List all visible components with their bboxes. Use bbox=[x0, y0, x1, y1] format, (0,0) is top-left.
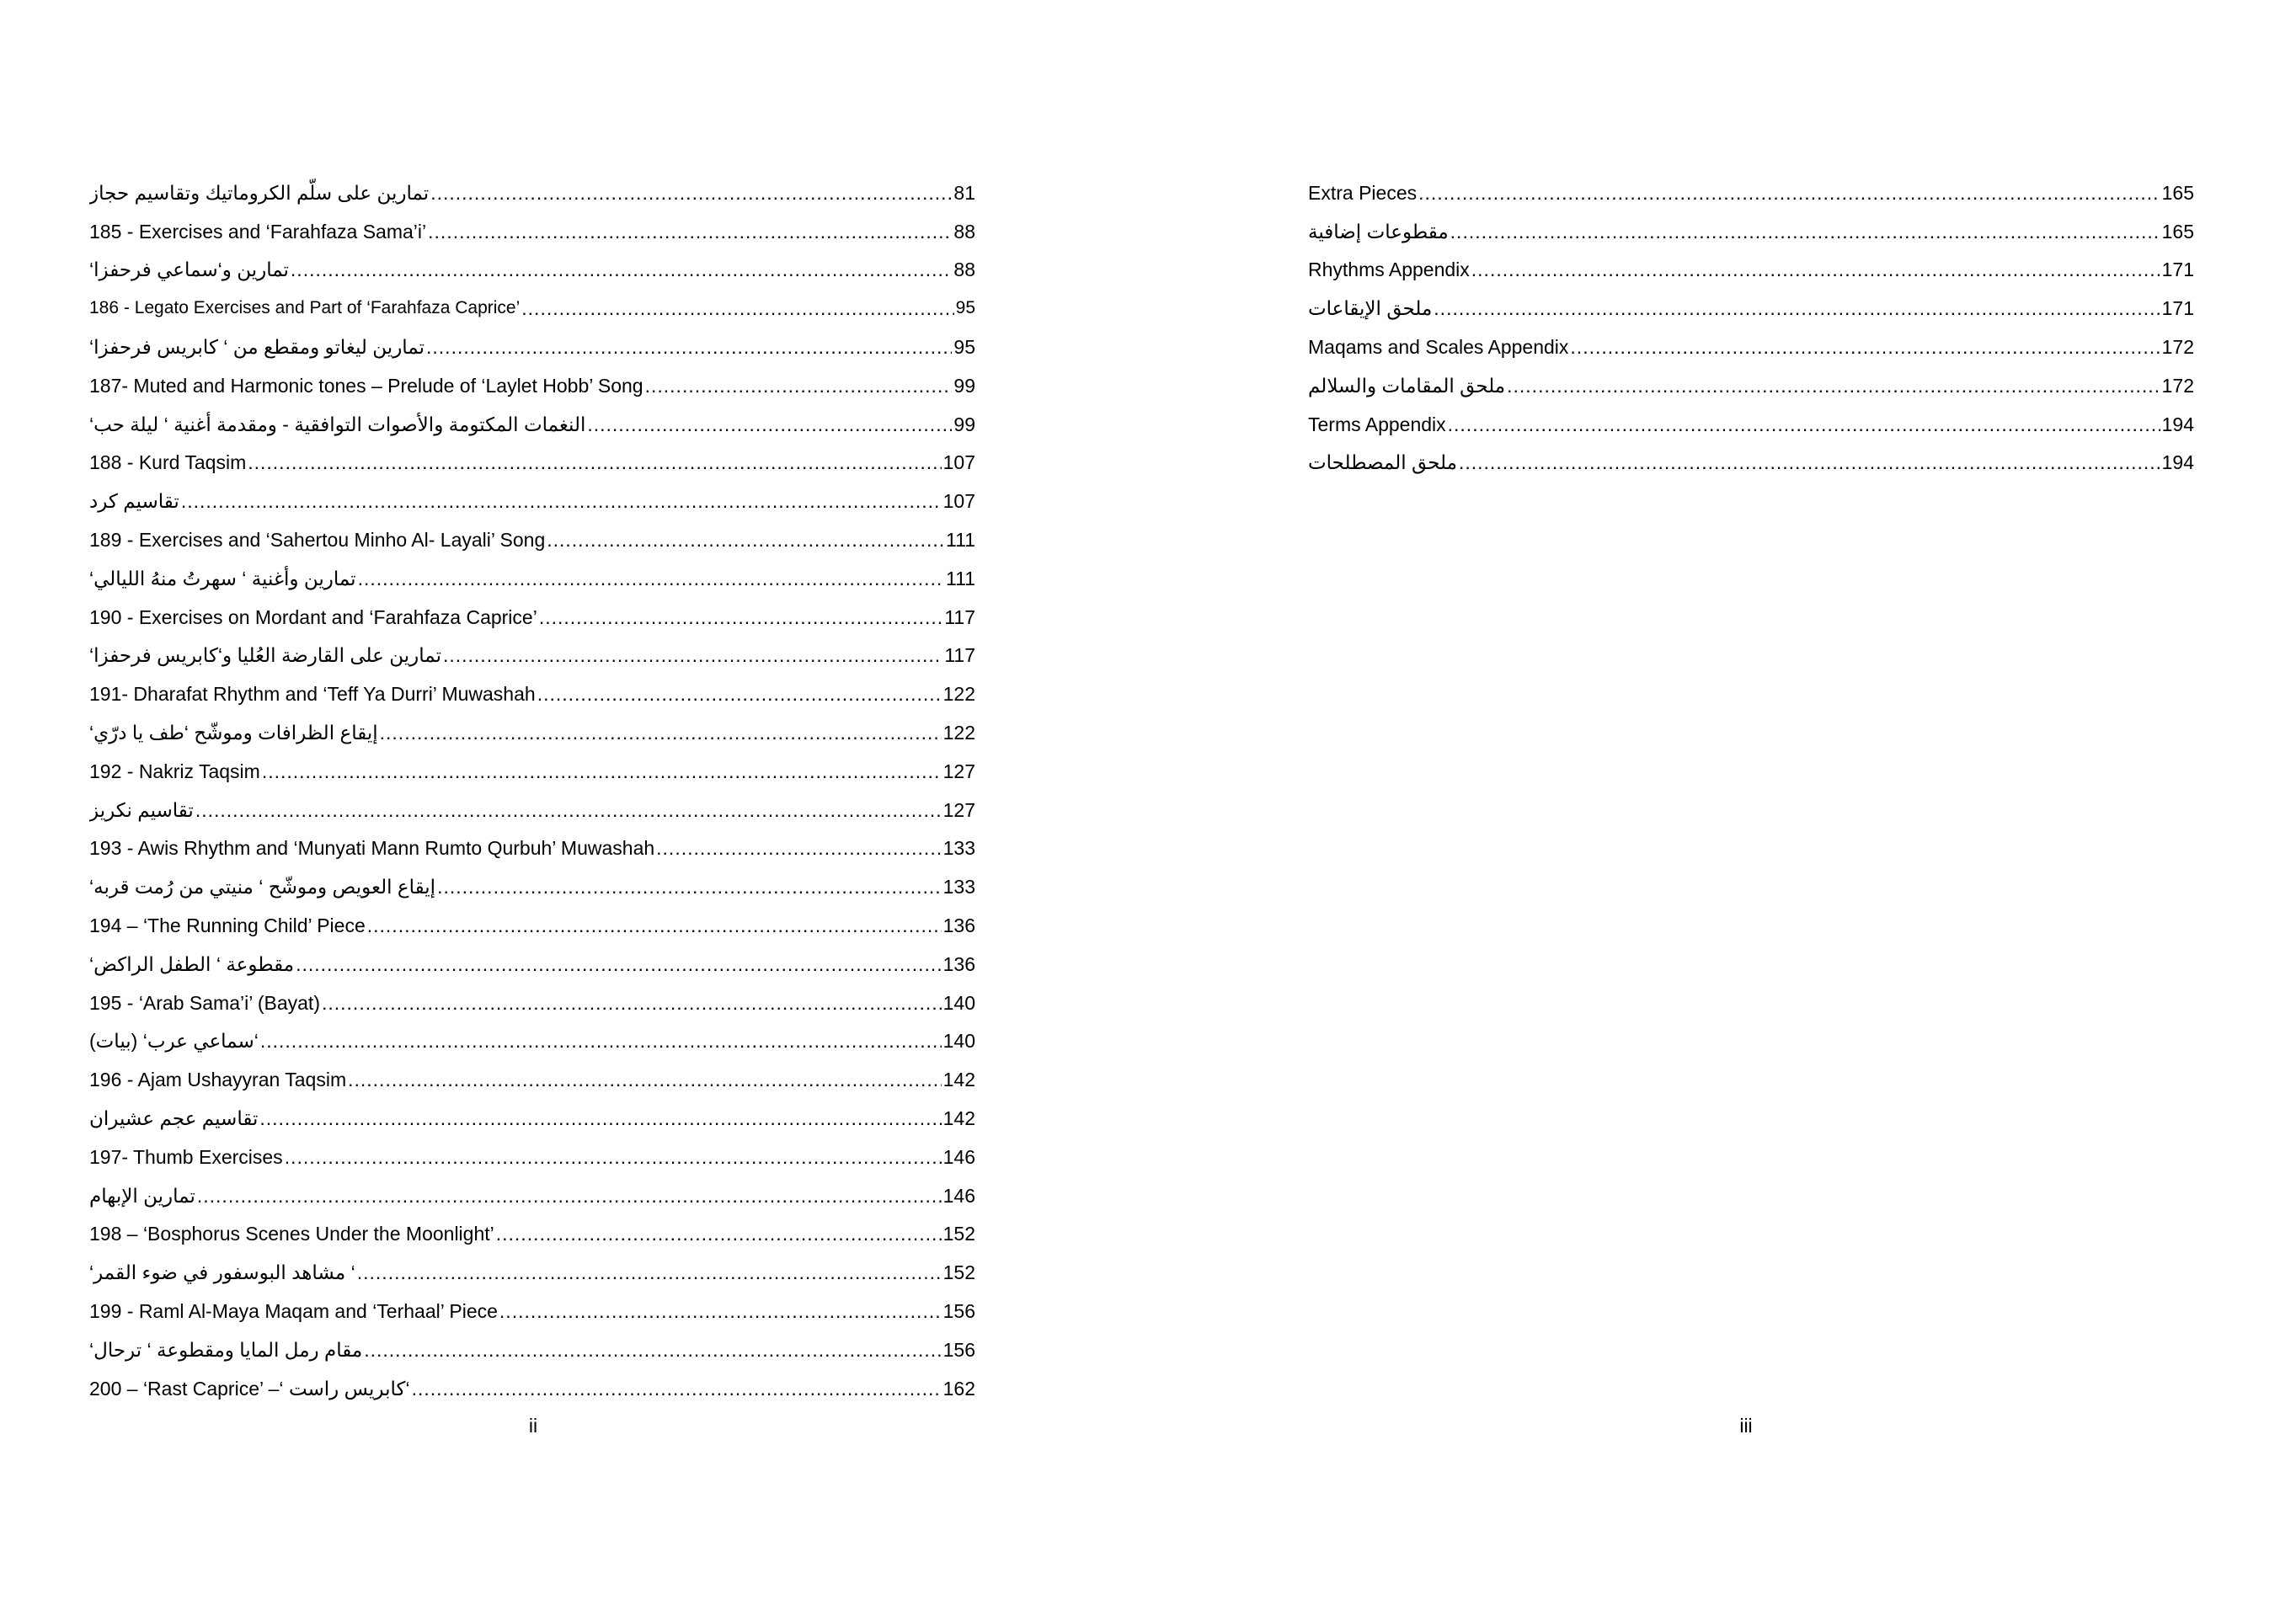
toc-entry[interactable] bbox=[89, 1092, 975, 1131]
toc-entry-page-number: 88 bbox=[953, 220, 975, 243]
toc-entry-page-number: 107 bbox=[942, 490, 975, 513]
toc-entry-title: تمارين ليغاتو ومقطع من ‘ كابريس فرحفزا‘ bbox=[89, 335, 425, 358]
toc-entry-title: مقطوعة ‘ الطفل الراكض‘ bbox=[89, 952, 295, 975]
toc-entry[interactable] bbox=[89, 1362, 975, 1401]
toc-entry[interactable] bbox=[89, 1324, 975, 1362]
toc-entry-title: ملحق المصطلحات bbox=[1308, 451, 1457, 474]
toc-entry[interactable] bbox=[89, 1285, 975, 1324]
toc-entry-title: تمارين على سلّم الكروماتيك وتقاسيم حجاز bbox=[89, 181, 430, 204]
toc-entry[interactable] bbox=[89, 861, 975, 899]
toc-entry-page-number: 122 bbox=[942, 683, 975, 706]
toc-entry-page-number: 142 bbox=[942, 1106, 975, 1129]
dot-leader bbox=[547, 527, 944, 552]
toc-entry-page-number: 133 bbox=[942, 837, 975, 860]
toc-entry-title: ملحق الإيقاعات bbox=[1308, 297, 1433, 320]
toc-entry-title: تمارين وأغنية ‘ سهرتُ منهُ الليالي‘ bbox=[89, 567, 356, 589]
toc-entry[interactable] bbox=[89, 514, 975, 552]
toc-entry[interactable] bbox=[89, 398, 975, 437]
toc-entry-title: 194 – ‘The Running Child’ Piece bbox=[89, 914, 366, 936]
toc-entry[interactable] bbox=[89, 205, 975, 244]
page-number-left: ii bbox=[528, 1415, 538, 1437]
dot-leader bbox=[1434, 296, 2160, 321]
toc-entry[interactable] bbox=[89, 475, 975, 514]
toc-entry[interactable] bbox=[1308, 282, 2194, 321]
dot-leader bbox=[296, 952, 942, 977]
toc-entry-title: 197- Thumb Exercises bbox=[89, 1145, 283, 1168]
toc-entry-page-number: 194 bbox=[2161, 413, 2194, 435]
toc-entry-page-number: 95 bbox=[955, 298, 975, 318]
dot-leader bbox=[291, 257, 952, 282]
table-of-contents-left bbox=[89, 167, 975, 1401]
dot-leader bbox=[1448, 412, 2160, 437]
toc-entry-title: 191- Dharafat Rhythm and ‘Teff Ya Durri’ Muwashah bbox=[89, 683, 536, 706]
toc-entry-title: إيقاع الظرافات وموشّح ‘طف يا درّي‘ bbox=[89, 721, 378, 744]
toc-entry[interactable] bbox=[89, 591, 975, 630]
toc-entry-title: Maqams and Scales Appendix bbox=[1308, 335, 1569, 358]
dot-leader bbox=[539, 605, 943, 630]
toc-entry-page-number: 117 bbox=[944, 644, 975, 667]
toc-entry-title: النغمات المكتومة والأصوات التوافقية - ومقدمة أغنية ‘ ليلة حب‘ bbox=[89, 413, 586, 435]
toc-entry-page-number: 142 bbox=[942, 1069, 975, 1091]
dot-leader bbox=[1418, 180, 2160, 205]
dot-leader bbox=[322, 990, 942, 1016]
toc-entry-title: تقاسيم عجم عشيران bbox=[89, 1106, 259, 1129]
toc-entry-page-number: 171 bbox=[2161, 297, 2194, 320]
toc-entry[interactable] bbox=[89, 899, 975, 938]
toc-entry-page-number: 117 bbox=[944, 605, 975, 628]
dot-leader bbox=[1459, 450, 2160, 475]
toc-entry[interactable] bbox=[89, 1016, 975, 1054]
toc-entry-page-number: 136 bbox=[942, 952, 975, 975]
toc-entry[interactable] bbox=[89, 630, 975, 669]
toc-entry-title: 195 - ‘Arab Sama’i’ (Bayat) bbox=[89, 991, 320, 1014]
dot-leader bbox=[260, 1028, 942, 1053]
dot-leader bbox=[521, 296, 953, 321]
toc-entry-title: ‘ مشاهد البوسفور في ضوء القمر‘ bbox=[89, 1261, 355, 1284]
dot-leader bbox=[412, 1376, 942, 1401]
toc-entry-title: Terms Appendix bbox=[1308, 413, 1446, 435]
toc-entry[interactable] bbox=[89, 823, 975, 861]
toc-entry-page-number: 162 bbox=[942, 1377, 975, 1400]
toc-entry-page-number: 99 bbox=[953, 413, 975, 435]
dot-leader bbox=[430, 180, 952, 205]
dot-leader bbox=[262, 759, 942, 784]
toc-entry[interactable] bbox=[1308, 321, 2194, 360]
toc-entry-title: 187- Muted and Harmonic tones – Prelude of ‘Laylet Hobb’ Song bbox=[89, 374, 643, 397]
toc-entry[interactable] bbox=[89, 1170, 975, 1208]
toc-entry-page-number: 156 bbox=[942, 1338, 975, 1361]
dot-leader bbox=[181, 488, 942, 514]
toc-entry-title: ‘سماعي عرب‘ (بيات) bbox=[89, 1030, 259, 1053]
dot-leader bbox=[380, 720, 942, 745]
toc-entry-page-number: 152 bbox=[942, 1223, 975, 1245]
toc-entry[interactable] bbox=[89, 1208, 975, 1247]
toc-entry-page-number: 146 bbox=[942, 1145, 975, 1168]
toc-entry-title: تمارين و‘سماعي فرحفزا‘ bbox=[89, 259, 289, 281]
toc-entry-title: Rhythms Appendix bbox=[1308, 259, 1470, 281]
toc-entry-page-number: 146 bbox=[942, 1184, 975, 1207]
toc-entry[interactable] bbox=[1308, 437, 2194, 476]
toc-entry[interactable] bbox=[1308, 398, 2194, 437]
dot-leader bbox=[259, 1106, 941, 1131]
dot-leader bbox=[285, 1144, 942, 1170]
toc-entry-page-number: 194 bbox=[2161, 451, 2194, 474]
toc-entry-title: ملحق المقامات والسلالم bbox=[1308, 374, 1506, 397]
toc-entry-page-number: 88 bbox=[953, 259, 975, 281]
toc-entry-page-number: 140 bbox=[942, 991, 975, 1014]
toc-entry[interactable] bbox=[89, 745, 975, 784]
dot-leader bbox=[364, 1337, 941, 1362]
toc-entry-page-number: 140 bbox=[942, 1030, 975, 1053]
toc-entry-page-number: 152 bbox=[942, 1261, 975, 1284]
toc-entry[interactable] bbox=[1308, 167, 2194, 205]
page-number-right: iii bbox=[1739, 1415, 1753, 1437]
toc-entry[interactable] bbox=[89, 784, 975, 823]
toc-entry-title: 190 - Exercises on Mordant and ‘Farahfaza Caprice’ bbox=[89, 605, 537, 628]
toc-entry-page-number: 171 bbox=[2161, 259, 2194, 281]
toc-entry-title: 192 - Nakriz Taqsim bbox=[89, 760, 260, 782]
dot-leader bbox=[499, 1298, 942, 1324]
toc-entry[interactable] bbox=[89, 360, 975, 398]
dot-leader bbox=[248, 450, 941, 475]
toc-entry-page-number: 156 bbox=[942, 1299, 975, 1322]
dot-leader bbox=[437, 874, 942, 899]
toc-entry-title: مقام رمل المايا ومقطوعة ‘ ترحال‘ bbox=[89, 1338, 363, 1361]
toc-entry-title: 193 - Awis Rhythm and ‘Munyati Mann Rumto Qurbuh’ Muwashah bbox=[89, 837, 655, 860]
toc-entry[interactable] bbox=[1308, 244, 2194, 283]
toc-entry[interactable] bbox=[89, 668, 975, 707]
toc-entry-title: Extra Pieces bbox=[1308, 181, 1418, 204]
dot-leader bbox=[358, 566, 944, 591]
toc-entry-title: 196 - Ajam Ushayyran Taqsim bbox=[89, 1069, 347, 1091]
toc-entry[interactable] bbox=[89, 1246, 975, 1285]
toc-entry[interactable] bbox=[1308, 205, 2194, 244]
toc-entry[interactable] bbox=[89, 321, 975, 360]
dot-leader bbox=[645, 373, 953, 398]
dot-leader bbox=[1570, 334, 2160, 360]
table-of-contents-right bbox=[1308, 167, 2194, 475]
toc-entry-title: 189 - Exercises and ‘Sahertou Minho Al- Layali’ Song bbox=[89, 528, 546, 551]
toc-entry-page-number: 122 bbox=[942, 721, 975, 744]
toc-entry-title: 198 – ‘Bosphorus Scenes Under the Moonlight’ bbox=[89, 1223, 494, 1245]
toc-entry[interactable] bbox=[89, 437, 975, 476]
dot-leader bbox=[428, 219, 952, 244]
toc-entry-page-number: 95 bbox=[953, 335, 975, 358]
dot-leader bbox=[195, 797, 942, 823]
toc-entry[interactable] bbox=[89, 1131, 975, 1170]
dot-leader bbox=[348, 1067, 942, 1092]
toc-entry-page-number: 133 bbox=[942, 876, 975, 898]
toc-entry-title: مقطوعات إضافية bbox=[1308, 220, 1449, 243]
toc-entry-title: تقاسيم نكريز bbox=[89, 798, 194, 821]
toc-entry[interactable] bbox=[1308, 360, 2194, 398]
toc-entry-title: 186 - Legato Exercises and Part of ‘Farahfaza Caprice’ bbox=[89, 298, 521, 318]
toc-entry-page-number: 172 bbox=[2161, 335, 2194, 358]
dot-leader bbox=[656, 835, 941, 861]
toc-entry[interactable] bbox=[89, 707, 975, 745]
dot-leader bbox=[426, 334, 952, 360]
right-page bbox=[1148, 0, 2296, 1605]
toc-entry-page-number: 107 bbox=[942, 451, 975, 474]
dot-leader bbox=[367, 913, 942, 938]
dot-leader bbox=[1450, 219, 2160, 244]
toc-entry-page-number: 165 bbox=[2161, 181, 2194, 204]
toc-entry-title: 200 – ‘Rast Caprice’ –‘ كابريس راست‘ bbox=[89, 1377, 410, 1400]
toc-entry-page-number: 136 bbox=[942, 914, 975, 936]
dot-leader bbox=[197, 1183, 942, 1208]
toc-entry-page-number: 81 bbox=[953, 181, 975, 204]
toc-entry-page-number: 99 bbox=[953, 374, 975, 397]
toc-entry-title: 188 - Kurd Taqsim bbox=[89, 451, 247, 474]
dot-leader bbox=[537, 681, 942, 707]
dot-leader bbox=[1471, 257, 2160, 282]
toc-entry-page-number: 111 bbox=[946, 528, 975, 551]
toc-entry-title: 199 - Raml Al-Maya Maqam and ‘Terhaal’ Piece bbox=[89, 1299, 498, 1322]
toc-entry-page-number: 165 bbox=[2161, 220, 2194, 243]
toc-entry-title: تمارين الإبهام bbox=[89, 1184, 195, 1207]
toc-entry[interactable] bbox=[89, 977, 975, 1016]
toc-entry-title: إيقاع العويص وموشّح ‘ منيتي من رُمت قربه‘ bbox=[89, 876, 436, 898]
toc-entry-title: 185 - Exercises and ‘Farahfaza Sama’i’ bbox=[89, 220, 427, 243]
toc-entry-page-number: 127 bbox=[942, 760, 975, 782]
toc-entry-page-number: 172 bbox=[2161, 374, 2194, 397]
toc-entry[interactable] bbox=[89, 1053, 975, 1092]
toc-entry-title: تقاسيم كرد bbox=[89, 490, 179, 513]
toc-entry[interactable] bbox=[89, 552, 975, 591]
toc-entry[interactable] bbox=[89, 167, 975, 205]
toc-entry[interactable] bbox=[89, 938, 975, 977]
toc-entry[interactable] bbox=[89, 244, 975, 283]
toc-entry[interactable] bbox=[89, 282, 975, 321]
dot-leader bbox=[587, 412, 952, 437]
dot-leader bbox=[1507, 373, 2160, 398]
toc-entry-page-number: 127 bbox=[942, 798, 975, 821]
dot-leader bbox=[443, 643, 942, 668]
dot-leader bbox=[496, 1221, 942, 1246]
toc-entry-title: تمارين على القارضة العُليا و‘كابريس فرحفزا‘ bbox=[89, 644, 441, 667]
toc-entry-page-number: 111 bbox=[946, 567, 975, 589]
dot-leader bbox=[357, 1260, 942, 1285]
